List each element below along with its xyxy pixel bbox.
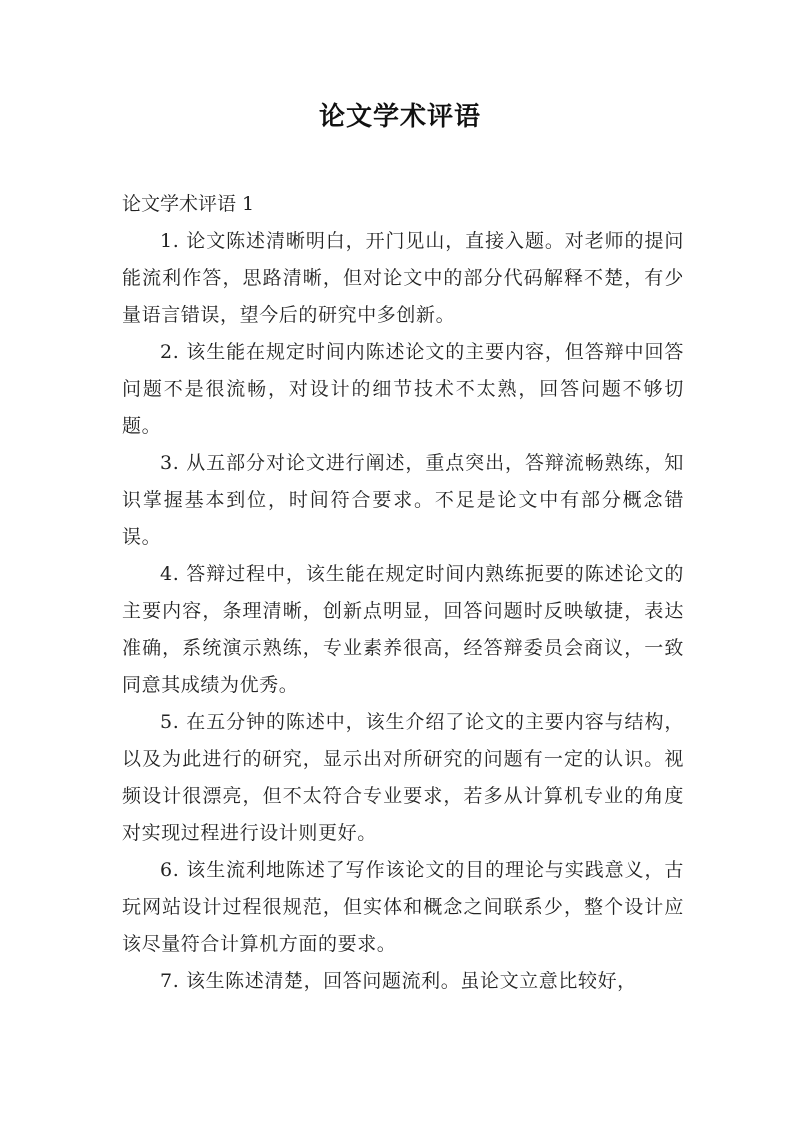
paragraph-3: 3. 从五部分对论文进行阐述，重点突出，答辩流畅熟练，知识掌握基本到位，时间符合要求。不足是论文中有部分概念错误。 [122, 452, 684, 548]
section-heading: 论文学术评语 1 [122, 193, 255, 215]
document-body [122, 186, 684, 1000]
paragraph-4: 4. 答辩过程中，该生能在规定时间内熟练扼要的陈述论文的主要内容，条理清晰，创新点明显，回答问题时反映敏捷，表达准确，系统演示熟练，专业素养很高，经答辩委员会商议，一致同意其成绩为优秀。 [122, 563, 684, 696]
paragraph-1: 1. 论文陈述清晰明白，开门见山，直接入题。对老师的提问能流利作答，思路清晰，但对论文中的部分代码解释不楚，有少量语言错误，望今后的研究中多创新。 [122, 230, 684, 326]
paragraph-7: 7. 该生陈述清楚，回答问题流利。虽论文立意比较好， [160, 970, 637, 992]
document-title: 论文学术评语 [318, 102, 481, 132]
paragraph-2: 2. 该生能在规定时间内陈述论文的主要内容，但答辩中回答问题不是很流畅，对设计的细节技术不太熟，回答问题不够切题。 [122, 341, 684, 437]
paragraph-5: 5. 在五分钟的陈述中，该生介绍了论文的主要内容与结构，以及为此进行的研究，显示出对所研究的问题有一定的认识。视频设计很漂亮，但不太符合专业要求，若多从计算机专业的角度对实现过程进行设计则更好。 [122, 711, 684, 844]
paragraph-6: 6. 该生流利地陈述了写作该论文的目的理论与实践意义，古玩网站设计过程很规范，但实体和概念之间联系少，整个设计应该尽量符合计算机方面的要求。 [122, 859, 684, 955]
